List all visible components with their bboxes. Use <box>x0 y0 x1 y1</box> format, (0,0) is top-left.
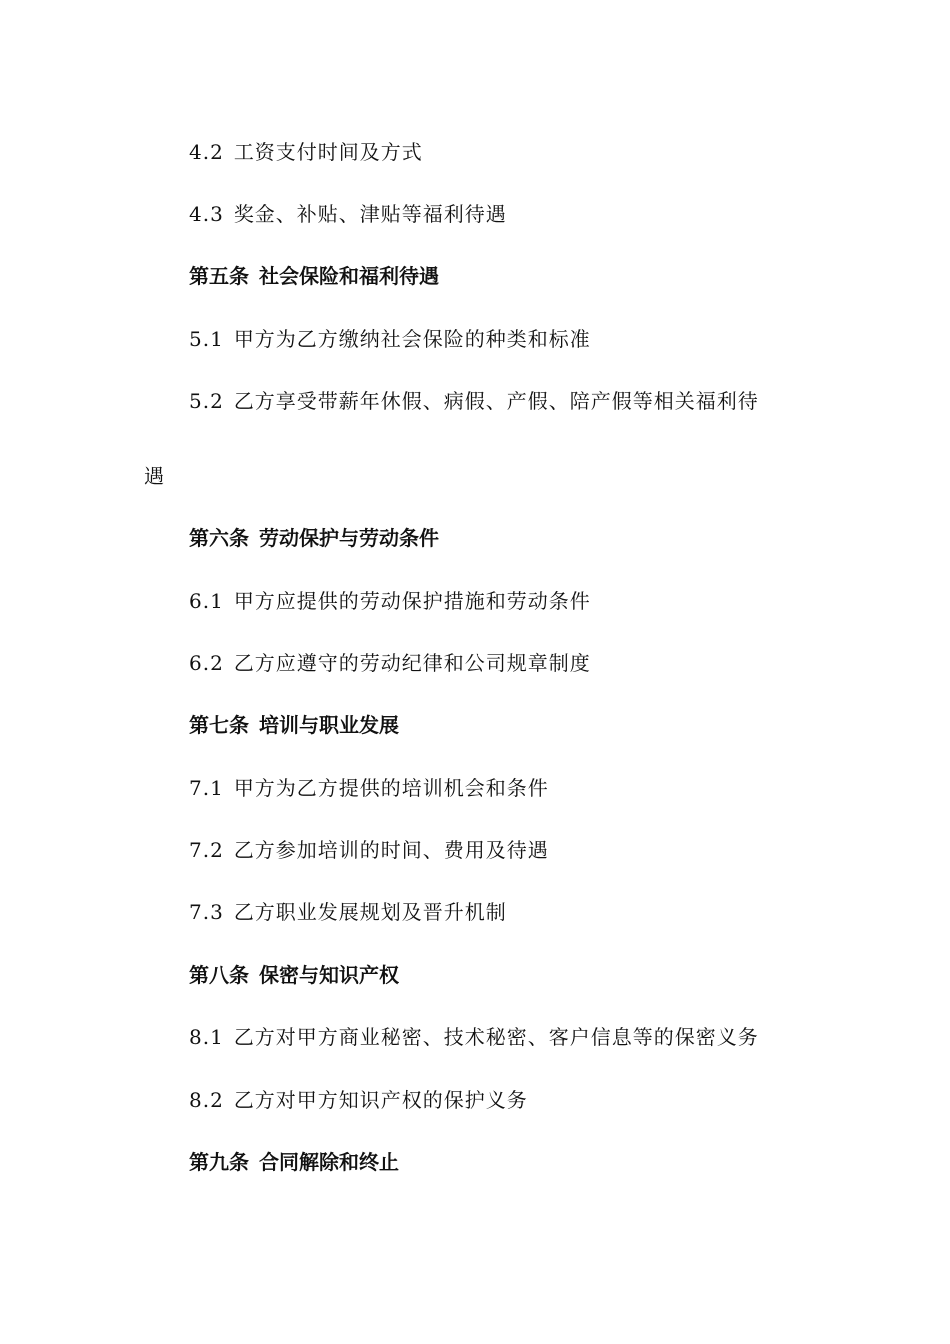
clause-text: 乙方享受带薪年休假、病假、产假、陪产假等相关福利待 <box>233 389 759 413</box>
article-title: 培训与职业发展 <box>259 713 399 737</box>
clause-7-3 <box>189 898 507 926</box>
clause-number: 5.2 <box>189 389 224 413</box>
article-number: 第八条 <box>189 963 249 987</box>
clause-number: 8.1 <box>189 1025 224 1049</box>
clause-number: 5.1 <box>189 327 224 351</box>
clause-6-2 <box>189 649 591 677</box>
clause-text: 乙方参加培训的时间、费用及待遇 <box>233 838 549 862</box>
article-number: 第九条 <box>189 1150 249 1174</box>
clause-5-2-continuation <box>144 462 165 490</box>
clause-number: 6.1 <box>189 589 224 613</box>
clause-text: 乙方对甲方商业秘密、技术秘密、客户信息等的保密义务 <box>233 1025 759 1049</box>
article-7-heading <box>189 711 399 739</box>
clause-text: 甲方应提供的劳动保护措施和劳动条件 <box>233 589 591 613</box>
clause-number: 4.2 <box>189 140 224 164</box>
clause-6-1 <box>189 587 591 615</box>
clause-4-2 <box>189 138 423 166</box>
clause-text: 乙方职业发展规划及晋升机制 <box>233 900 507 924</box>
clause-text: 乙方应遵守的劳动纪律和公司规章制度 <box>233 651 591 675</box>
article-title: 合同解除和终止 <box>259 1150 399 1174</box>
clause-text: 甲方为乙方缴纳社会保险的种类和标准 <box>233 327 591 351</box>
article-title: 劳动保护与劳动条件 <box>259 526 439 550</box>
clause-text: 奖金、补贴、津贴等福利待遇 <box>233 202 507 226</box>
clause-5-1 <box>189 325 591 353</box>
clause-8-2 <box>189 1086 528 1114</box>
article-number: 第六条 <box>189 526 249 550</box>
clause-number: 7.1 <box>189 776 224 800</box>
article-title: 社会保险和福利待遇 <box>259 264 439 288</box>
clause-text: 乙方对甲方知识产权的保护义务 <box>233 1088 528 1112</box>
clause-7-2 <box>189 836 549 864</box>
article-6-heading <box>189 524 439 552</box>
article-number: 第七条 <box>189 713 249 737</box>
clause-text: 遇 <box>144 464 165 488</box>
clause-5-2 <box>189 387 759 415</box>
clause-number: 8.2 <box>189 1088 224 1112</box>
clause-text: 工资支付时间及方式 <box>233 140 423 164</box>
clause-number: 7.2 <box>189 838 224 862</box>
clause-number: 6.2 <box>189 651 224 675</box>
article-5-heading <box>189 262 439 290</box>
article-number: 第五条 <box>189 264 249 288</box>
clause-number: 7.3 <box>189 900 224 924</box>
clause-number: 4.3 <box>189 202 224 226</box>
clause-7-1 <box>189 774 549 802</box>
clause-4-3 <box>189 200 507 228</box>
clause-text: 甲方为乙方提供的培训机会和条件 <box>233 776 549 800</box>
article-title: 保密与知识产权 <box>259 963 399 987</box>
article-9-heading <box>189 1148 399 1176</box>
article-8-heading <box>189 961 399 989</box>
clause-8-1 <box>189 1023 759 1051</box>
